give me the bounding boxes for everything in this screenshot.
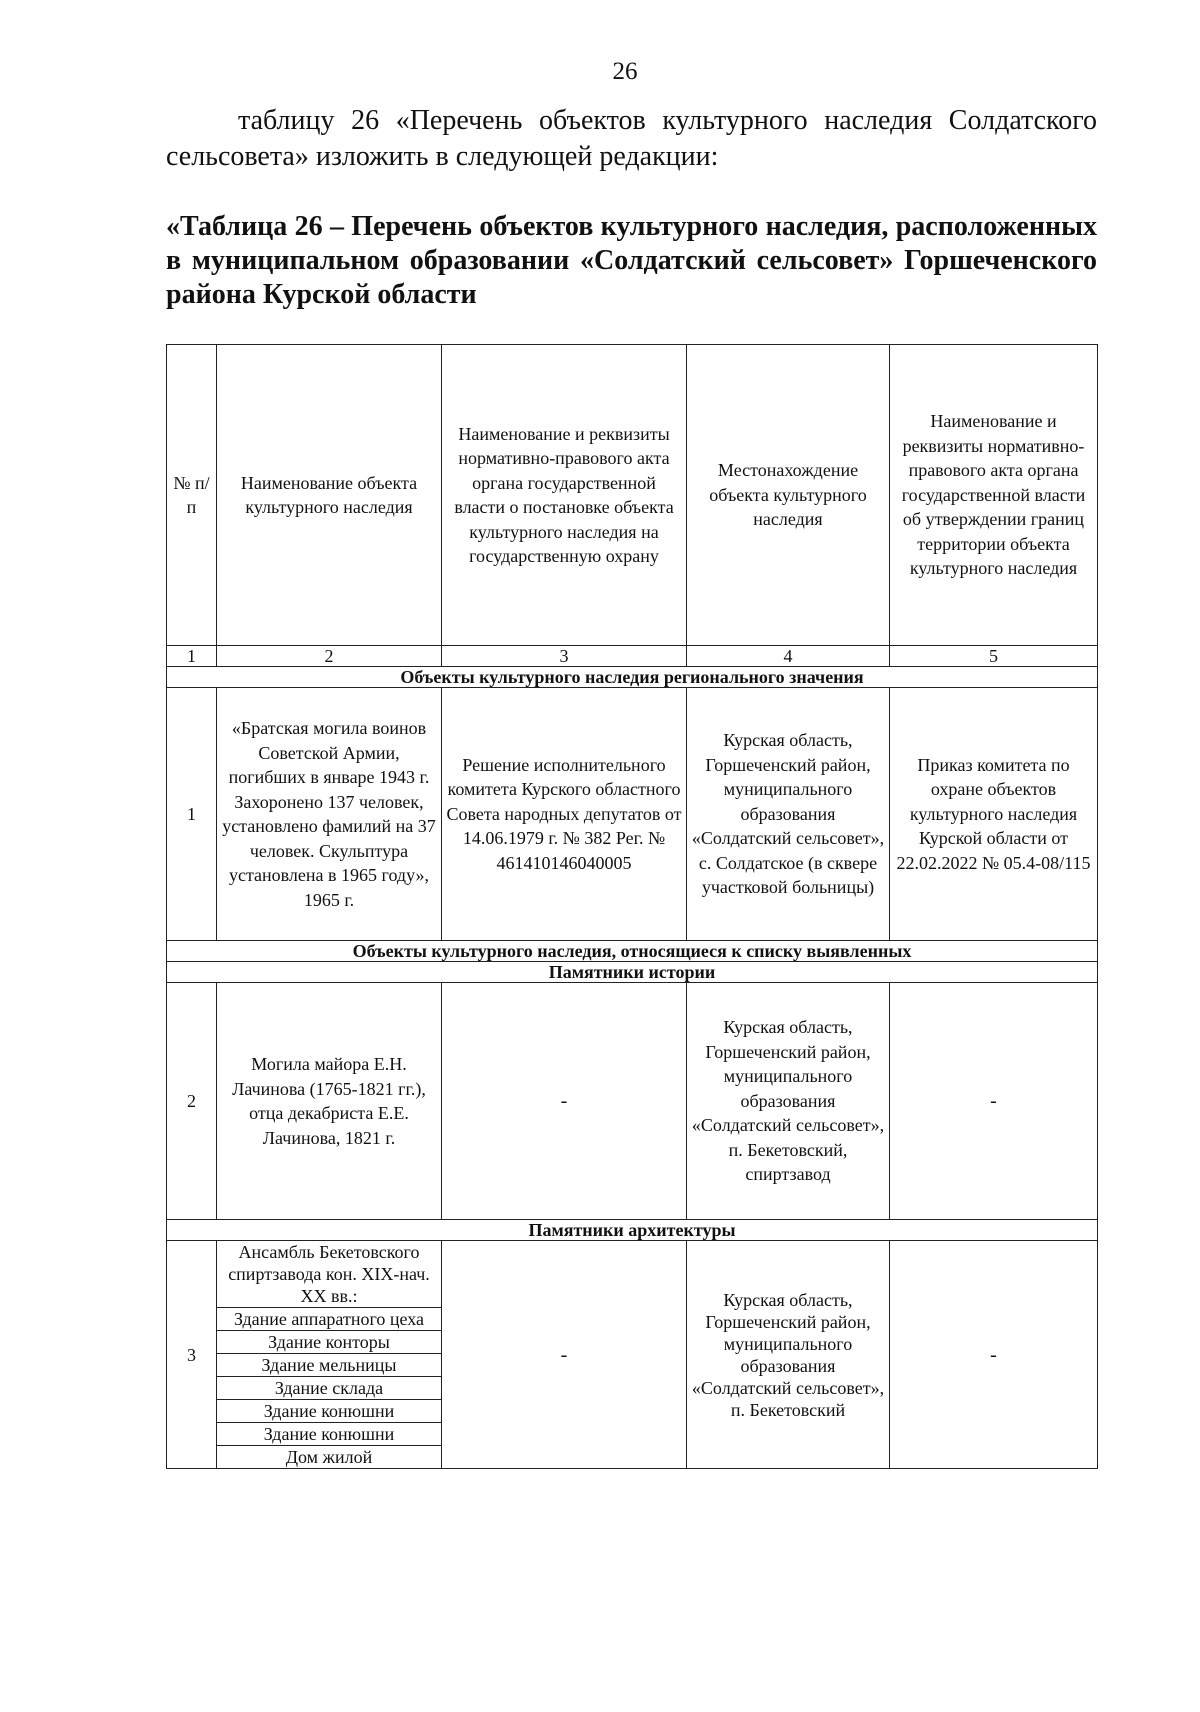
column-number: 1	[167, 646, 217, 667]
ensemble-item: Дом жилой	[217, 1446, 442, 1469]
header-protection-act: Наименование и реквизиты нормативно-правового акта органа государственной власти о постановке объекта культурного наследия на государственную охрану	[442, 345, 687, 646]
column-number: 3	[442, 646, 687, 667]
table-header-row	[167, 345, 1098, 646]
header-boundary-act: Наименование и реквизиты нормативно-правового акта органа государственной власти об утверждении границ территории объекта культурного наследия	[890, 345, 1098, 646]
protection-act: -	[442, 1241, 687, 1469]
boundary-act: Приказ комитета по охране объектов культурного наследия Курской области от 22.02.2022 № 05.4-08/115	[890, 688, 1098, 941]
object-location: Курская область, Горшеченский район, муниципального образования «Солдатский сельсовет», с. Солдатское (в сквере участковой больницы)	[687, 688, 890, 941]
section-row-identified	[167, 941, 1098, 962]
ensemble-item: Здание мельницы	[217, 1354, 442, 1377]
heritage-table-wrapper	[166, 344, 1097, 1469]
header-number: № п/п	[167, 345, 217, 646]
object-name: «Братская могила воинов Советской Армии, погибших в январе 1943 г. Захоронено 137 человек, установлено фамилий на 37 человек. Скульптура установлена в 1965 году», 1965 г.	[217, 688, 442, 941]
boundary-act: -	[890, 983, 1098, 1220]
table-row	[167, 1241, 1098, 1308]
section-heading: Памятники истории	[167, 962, 1098, 983]
row-number: 3	[167, 1241, 217, 1469]
section-heading: Объекты культурного наследия, относящиеся к списку выявленных	[167, 941, 1098, 962]
column-number: 4	[687, 646, 890, 667]
column-number: 5	[890, 646, 1098, 667]
section-heading: Памятники архитектуры	[167, 1220, 1098, 1241]
heritage-table	[166, 344, 1098, 1469]
column-numbers-row	[167, 646, 1098, 667]
row-number: 2	[167, 983, 217, 1220]
header-object-name: Наименование объекта культурного наследия	[217, 345, 442, 646]
section-row-regional	[167, 667, 1098, 688]
object-location: Курская область, Горшеченский район, муниципального образования «Солдатский сельсовет», п. Бекетовский	[687, 1241, 890, 1469]
ensemble-item: Ансамбль Бекетовского спиртзавода кон. XIX-нач. XX вв.:	[217, 1241, 442, 1308]
row-number: 1	[167, 688, 217, 941]
ensemble-item: Здание конюшни	[217, 1400, 442, 1423]
intro-paragraph: таблицу 26 «Перечень объектов культурного наследия Солдатского сельсовета» изложить в следующей редакции:	[166, 105, 1097, 172]
page-number: 26	[612, 58, 638, 85]
protection-act: Решение исполнительного комитета Курского областного Совета народных депутатов от 14.06.1979 г. № 382 Рег. № 461410146040005	[442, 688, 687, 941]
boundary-act: -	[890, 1241, 1098, 1469]
protection-act: -	[442, 983, 687, 1220]
table-row	[167, 688, 1098, 941]
column-number: 2	[217, 646, 442, 667]
object-name: Могила майора Е.Н. Лачинова (1765-1821 гг.), отца декабриста Е.Е. Лачинова, 1821 г.	[217, 983, 442, 1220]
section-row-architecture	[167, 1220, 1098, 1241]
header-location: Местонахождение объекта культурного наследия	[687, 345, 890, 646]
ensemble-item: Здание аппаратного цеха	[217, 1308, 442, 1331]
ensemble-item: Здание склада	[217, 1377, 442, 1400]
table-title: «Таблица 26 – Перечень объектов культурного наследия, расположенных в муниципальном образовании «Солдатский сельсовет» Горшеченского района Курской области	[166, 211, 1097, 310]
ensemble-item: Здание конюшни	[217, 1423, 442, 1446]
object-location: Курская область, Горшеченский район, муниципального образования «Солдатский сельсовет», п. Бекетовский, спиртзавод	[687, 983, 890, 1220]
section-heading: Объекты культурного наследия регионального значения	[167, 667, 1098, 688]
table-row	[167, 983, 1098, 1220]
section-row-history	[167, 962, 1098, 983]
ensemble-item: Здание конторы	[217, 1331, 442, 1354]
